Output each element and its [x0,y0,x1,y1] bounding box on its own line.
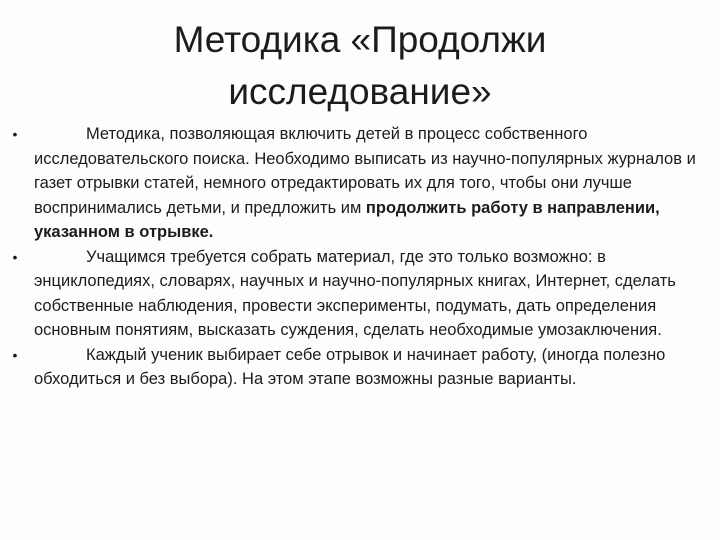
bullet-icon: • [12,126,18,142]
bullet-icon: • [12,248,18,265]
title-line-1: Методика «Продолжи [173,19,547,60]
bullet-item-2-text: Учащимся требуется собрать материал, где это только возможно: в энциклопедиях, словарях, научных и научно-популярных книгах, Интернет, сделать собственные наблюдения, провести эксперименты, подумать, дать определения основным понятиям, высказать суждения, сделать необходимые умозаключения. [34,247,676,339]
bullet-icon: • [12,346,18,363]
bullet-item-3 [8,343,712,392]
bullet-item-1-text: Методика, позволяющая включить детей в процесс собственного исследовательского поиска. Необходимо выписать из научно-популярных журналов и газет отрывки статей, немного отредактировать их для того, чтобы они лучше воспринимались детьми, и предложить им [34,125,696,217]
slide-title [60,14,660,118]
bullet-item-2 [8,245,712,343]
bullet-item-3-text: Каждый ученик выбирает себе отрывок и начинает работу, (иногда полезно обходиться и без выбора). На этом этапе возможны разные варианты. [34,345,666,388]
title-line-2: исследование» [228,71,492,112]
bullet-list [8,122,712,392]
bullet-item-1-bold-text: продолжить работу в направлении, указанном в отрывке. [34,198,660,241]
bullet-item-1 [8,122,712,245]
